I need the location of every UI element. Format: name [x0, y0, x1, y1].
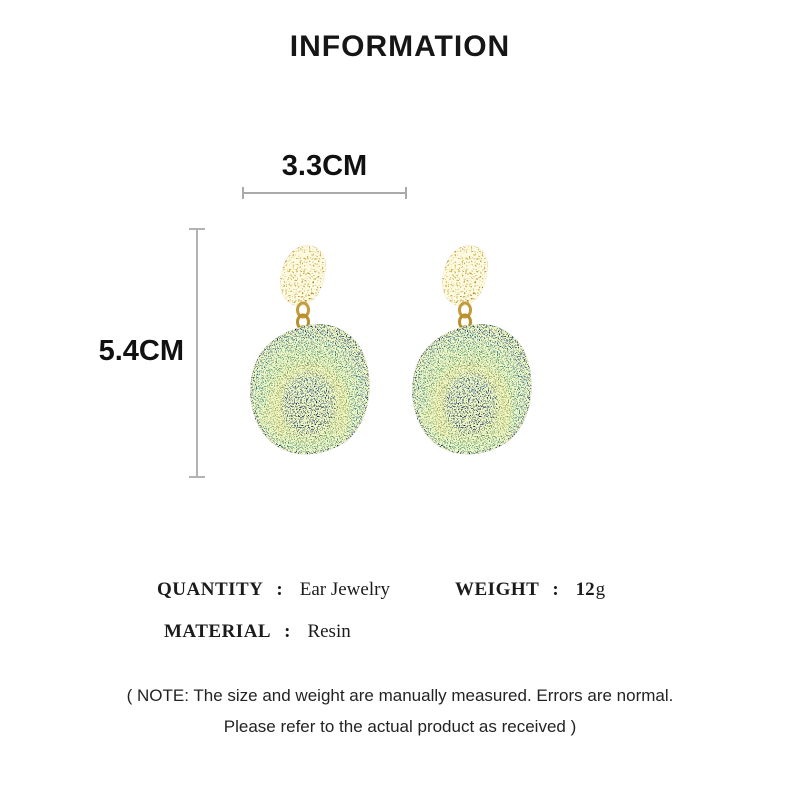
- note-line-2: Please refer to the actual product as received ): [223, 717, 577, 736]
- material-value: Resin: [307, 621, 351, 642]
- height-dimension-line: [196, 228, 198, 478]
- height-line-top-cap: [189, 228, 205, 230]
- weight-label: WEIGHT: [455, 579, 540, 600]
- quantity-colon: :: [276, 579, 283, 600]
- weight-value-number: 12: [575, 579, 595, 600]
- spec-quantity: [157, 579, 390, 601]
- width-line-left-cap: [242, 187, 244, 199]
- page-title: INFORMATION: [289, 30, 511, 63]
- width-dimension-label: 3.3CM: [281, 150, 368, 182]
- weight-colon: :: [552, 579, 559, 600]
- spec-weight: [455, 579, 605, 601]
- quantity-value: Ear Jewelry: [299, 579, 390, 600]
- width-dimension-line: [242, 192, 407, 194]
- material-colon: :: [284, 621, 291, 642]
- material-label: MATERIAL: [164, 621, 272, 642]
- width-line-right-cap: [405, 187, 407, 199]
- note: [0, 686, 800, 737]
- quantity-label: QUANTITY: [157, 579, 264, 600]
- spec-material: [164, 621, 351, 643]
- product-image: [242, 242, 552, 472]
- height-line-bottom-cap: [189, 476, 205, 478]
- weight-value-unit: g: [595, 579, 606, 600]
- earring-right: [414, 246, 531, 453]
- earring-left: [252, 246, 369, 453]
- height-dimension-label: 5.4CM: [98, 335, 184, 367]
- note-line-1: ( NOTE: The size and weight are manually measured. Errors are normal.: [126, 686, 674, 705]
